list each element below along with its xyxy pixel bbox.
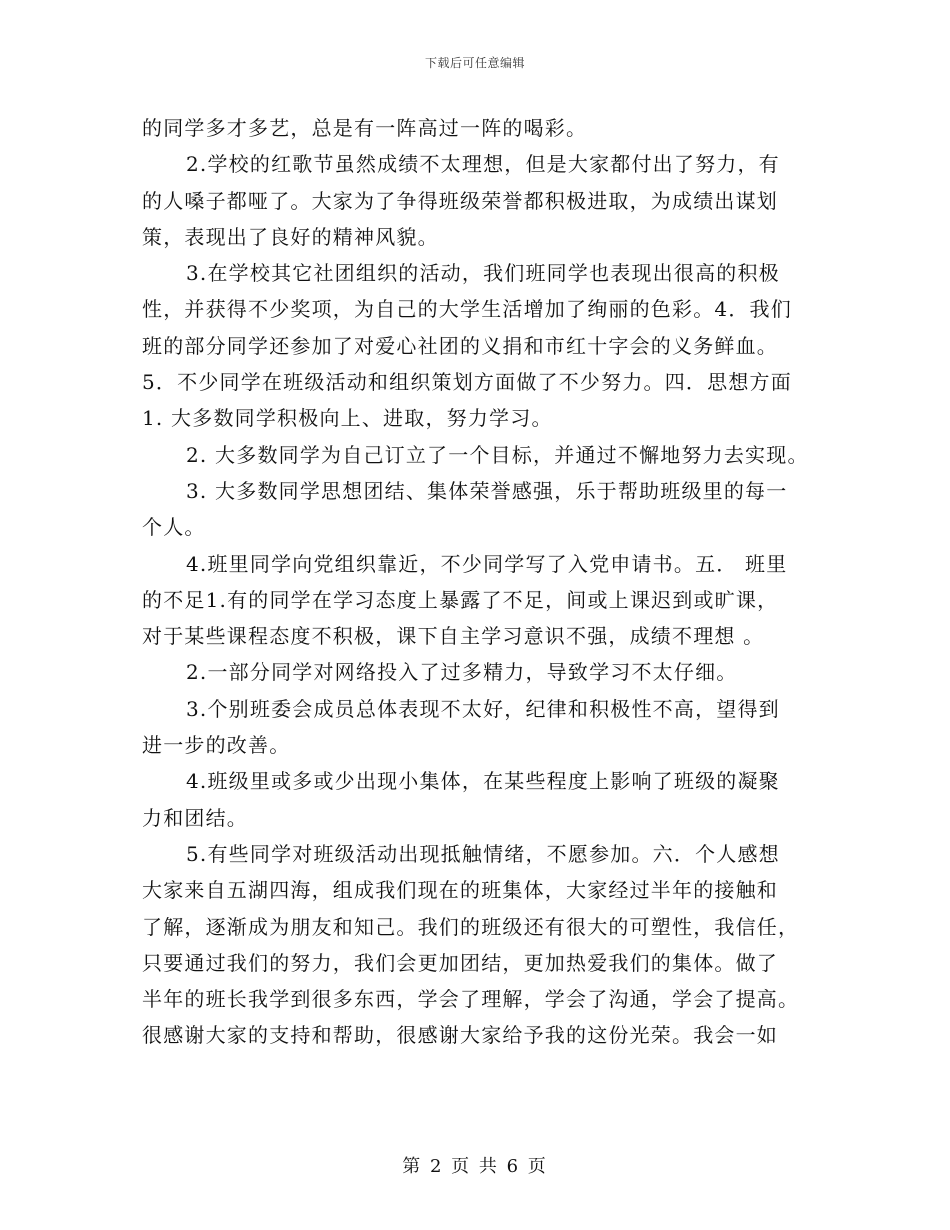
page-header: 下载后可任意编辑 [424, 56, 525, 70]
body-line: 策，表现出了良好的精神风貌。 [142, 224, 439, 249]
body-line: 的同学多才多艺，总是有一阵高过一阵的喝彩。 [142, 116, 588, 140]
body-line: 2. 大多数同学为自己订立了一个目标，并通过不懈地努力去实现。 [186, 442, 809, 467]
body-line: 3. 大多数同学思想团结、集体荣誉感强，乐于帮助班级里的每一 [186, 478, 788, 503]
body-line: 5．不少同学在班级活动和组织策划方面做了不少努力。四．思想方面 [142, 370, 792, 395]
body-line: 班的部分同学还参加了对爱心社团的义捐和市红十字会的义务鲜血。 [142, 333, 778, 358]
body-line: 半年的班长我学到很多东西，学会了理解，学会了沟通，学会了提高。 [142, 987, 800, 1012]
body-line: 只要通过我们的努力，我们会更加团结，更加热爱我们的集体。做了 [142, 950, 778, 975]
body-line: 2.学校的红歌节虽然成绩不太理想，但是大家都付出了努力，有 [186, 152, 780, 177]
body-line: 1. 大多数同学积极向上、进取，努力学习。 [142, 406, 553, 431]
body-line: 进一步的改善。 [142, 733, 291, 758]
body-line: 个人。 [142, 515, 206, 540]
body-line: 5.有些同学对班级活动出现抵触情绪，不愿参加。六．个人感想 [186, 841, 780, 866]
body-line: 2.一部分同学对网络投入了过多精力，导致学习不太仔细。 [186, 660, 738, 685]
body-line: 3.在学校其它社团组织的活动，我们班同学也表现出很高的积极 [186, 261, 780, 286]
body-line: 3.个别班委会成员总体表现不太好，纪律和积极性不高，望得到 [186, 696, 780, 721]
page-number: 第 2 页 共 6 页 [402, 1156, 548, 1177]
body-line: 4.班里同学向党组织靠近，不少同学写了入党申请书。五． 班里 [186, 551, 788, 576]
body-line: 的人嗓子都哑了。大家为了争得班级荣誉都积极进取，为成绩出谋划 [142, 188, 778, 213]
body-line: 了解，逐渐成为朋友和知己。我们的班级还有很大的可塑性，我信任， [142, 914, 800, 939]
body-line: 4.班级里或多或少出现小集体，在某些程度上影响了班级的凝聚 [186, 769, 780, 794]
body-line: 的不足1.有的同学在学习态度上暴露了不足，间或上课迟到或旷课， [142, 587, 779, 612]
body-line: 大家来自五湖四海，组成我们现在的班集体，大家经过半年的接触和 [142, 878, 778, 903]
body-line: 对于某些课程态度不积极，课下自主学习意识不强，成绩不理想 。 [142, 624, 765, 649]
body-line: 很感谢大家的支持和帮助，很感谢大家给予我的这份光荣。我会一如 [142, 1023, 778, 1048]
body-line: 力和团结。 [142, 805, 248, 830]
body-line: 性，并获得不少奖项，为自己的大学生活增加了绚丽的色彩。4．我们 [142, 297, 792, 322]
document-body [142, 110, 822, 1054]
